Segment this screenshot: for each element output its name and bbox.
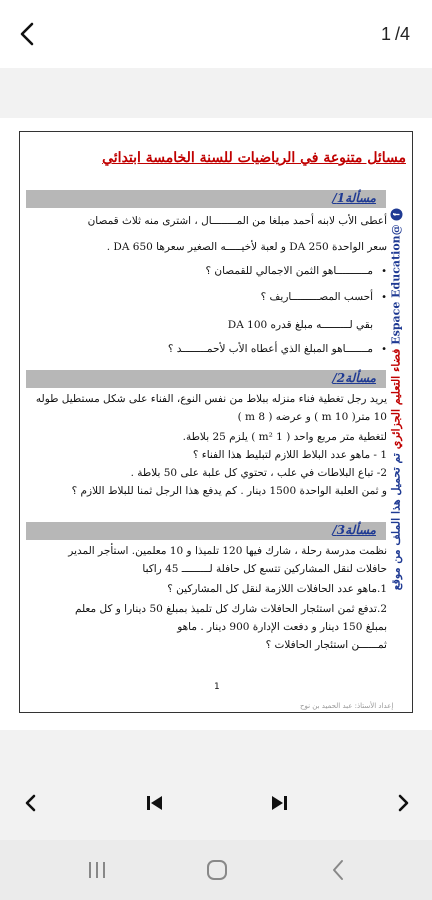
home-icon[interactable]	[202, 856, 232, 884]
system-back-icon[interactable]	[324, 856, 354, 884]
problem2-line: 10 متر( 10 m ) و عرضه ( 8 m )	[237, 411, 387, 423]
side-prefix: تم تحميل هذا الملف من موقع	[389, 453, 403, 591]
section-header-1	[26, 190, 386, 208]
problem1-line: أعطى الأب لابنه أحمد مبلغا من المــــــــال ، اشترى منه ثلاث قمصان	[87, 215, 387, 227]
problem1-line: مـــــــاهو المبلغ الذي أعطاه الأب لأحمــــــــد ؟	[167, 343, 373, 355]
side-site: فضاء التعليم الجزائري	[389, 348, 403, 450]
section-header-2	[26, 370, 386, 388]
problem3-line: ثمــــــن استئجار الحافلات ؟	[265, 639, 387, 651]
section-label-3: مسألة3/	[332, 523, 376, 537]
side-watermark	[386, 202, 408, 702]
page-current: 1	[380, 24, 391, 44]
problem3-line: 2.تدفع ثمن استئجار الحافلات شارك كل تلميذ بمبلغ 50 دينارا و كل معلم	[74, 603, 387, 615]
side-watermark-text	[390, 209, 403, 689]
problem1-line: سعر الواحدة 250 DA و لعبة لأخيـــــه الصغير سعرها 650 DA .	[106, 241, 387, 253]
facebook-icon: f	[391, 209, 403, 221]
problem3-line: حافلات لنقل المشاركين تتسع كل حافلة لـــــــــ 45 راكبا	[142, 563, 387, 575]
toolbar-spacer	[0, 68, 432, 118]
page-total: /4	[394, 24, 410, 44]
problem1-line: أحسب المصـــــــــاريف ؟	[260, 291, 373, 303]
problem3-line: بمبلغ 150 دينار و دفعت الإدارة 900 دينار . ماهو	[177, 621, 387, 633]
problem3-line: نظمت مدرسة رحلة ، شارك فيها 120 تلميذا و 10 معلمين. استأجر المدير	[68, 545, 387, 557]
problem2-line: و ثمن العلبة الواحدة 1500 دينار . كم يدفع هذا الرجل ثمنا للبلاط اللازم ؟	[71, 485, 387, 497]
problem1-line: بقي لـــــــــه مبلغ قدره 100 DA	[227, 319, 373, 331]
section-header-3	[26, 522, 386, 540]
last-page-icon[interactable]	[264, 788, 294, 818]
document-title: مسائل متنوعة في الرياضيات للسنة الخامسة ابتدائي	[102, 150, 406, 166]
author-credit: إعداد الأستاذ: عبد الحميد بن نوح	[300, 702, 394, 710]
bullet-icon: •	[381, 292, 387, 303]
first-page-icon[interactable]	[140, 788, 170, 818]
top-app-bar	[0, 0, 432, 68]
document-page[interactable]	[19, 131, 413, 713]
page-number: 1	[214, 682, 220, 692]
problem2-line: يريد رجل تغطية فناء منزله ببلاط من نفس النوع، الفناء على شكل مستطيل طوله	[35, 393, 387, 405]
side-brand: @Espace Education	[389, 224, 403, 345]
problem2-line: 2- تباع البلاطات في علب ، تحتوي كل علبة على 50 بلاطة .	[130, 467, 387, 479]
problem1-line: مــــــــــاهو الثمن الاجمالي للقمصان ؟	[205, 265, 373, 277]
problem3-line: 1.ماهو عدد الحافلات اللازمة لنقل كل المشاركين ؟	[167, 583, 387, 595]
back-arrow-icon[interactable]	[14, 20, 42, 48]
problem2-line: 1 - ماهو عدد البلاط اللازم لتبليط هذا الفناء ؟	[192, 449, 387, 461]
section-label-2: مسألة2/	[332, 371, 376, 385]
system-navigation-bar	[0, 840, 432, 900]
previous-page-icon[interactable]	[16, 788, 46, 818]
bullet-icon: •	[381, 344, 387, 355]
problem2-line: لتغطية متر مربع واحد ( 1 m² ) يلزم 25 بلاطة.	[182, 431, 387, 443]
page-navigation-bar	[0, 730, 432, 840]
bullet-icon: •	[381, 266, 387, 277]
section-label-1: مسألة1/	[332, 191, 376, 205]
next-page-icon[interactable]	[388, 788, 418, 818]
recent-apps-icon[interactable]	[82, 856, 112, 884]
page-content	[26, 142, 409, 710]
page-indicator	[377, 24, 410, 45]
